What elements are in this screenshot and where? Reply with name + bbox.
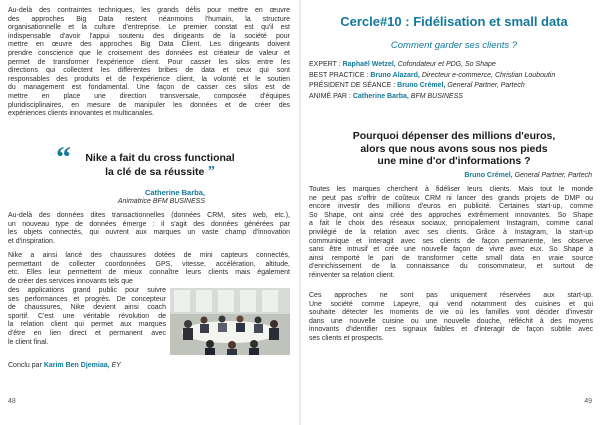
intro-paragraph bbox=[8, 7, 290, 119]
participant-name: Raphaël Wetzel, bbox=[342, 61, 398, 68]
paragraph-nike-continued bbox=[8, 287, 166, 347]
nike-continued-line: de chaussures, Nike devient ainsi coach bbox=[8, 304, 166, 312]
paragraph-so-shape bbox=[309, 186, 593, 281]
intro-line: mettre en place une direction transversale, composée d'équipes bbox=[8, 92, 290, 100]
intro-line: du management est fondamental. Une façon de casser ces silos est de bbox=[8, 84, 290, 92]
participant-row bbox=[309, 71, 594, 82]
participant-row bbox=[309, 92, 594, 103]
so-shape-line: ainsi remporté le pari de transformer cette small data en vraie source bbox=[309, 254, 593, 262]
participant-title: BFM BUSINESS bbox=[410, 92, 463, 100]
article-headline bbox=[319, 130, 589, 168]
lapeyre-line: ses clients et prospects. bbox=[309, 334, 384, 342]
headline-line: une mine d'or d'informations ? bbox=[377, 155, 531, 168]
intro-line: indispensable d'avoir l'appui soutenu des dirigeants de la société pour bbox=[8, 32, 290, 40]
nike-continued-line: sportif. C'est une véritable révolution de bbox=[8, 312, 166, 320]
quote-mark-icon: “ bbox=[56, 141, 71, 174]
nike-line: etc. Elles leur permettent de mieux connaître leurs clients mais également bbox=[8, 269, 290, 277]
connected-data-line: et d'inspiration. bbox=[8, 237, 55, 245]
quote-line-2: la clé de sa réussite ” bbox=[105, 164, 215, 179]
intro-line: organisationnelle et la culture d'entreprise. Le premier constat est qu'il est bbox=[8, 24, 290, 32]
page-number-right: 49 bbox=[584, 398, 592, 405]
intro-line: responsables des produits et de l'expérience client, la volonté et le soutien bbox=[8, 75, 290, 83]
participant-label: EXPERT : bbox=[309, 61, 343, 68]
connected-data-line: les objets connectés, qui ouvrent aux marques un vaste champ d'innovation bbox=[8, 229, 290, 237]
so-shape-line: réinventer sa relation client. bbox=[309, 271, 395, 279]
intro-line: expériences clients innovantes et multicanales. bbox=[8, 110, 154, 118]
intro-line: directions qui collectent les différentes bribes de data et ceux qui sont bbox=[8, 67, 290, 75]
participant-name: Catherine Barba, bbox=[352, 92, 411, 100]
lapeyre-line: innovants d'identifier ces signaux faibles et d'interagir de façon subtile avec bbox=[309, 326, 593, 334]
so-shape-line: ne peut pas s'offrir de coûteux CRM ni lancer des grands projets de DMP ou bbox=[309, 194, 593, 202]
paragraph-nike bbox=[8, 252, 290, 286]
section-title: Cercle#10 : Fidélisation et small data bbox=[340, 14, 568, 29]
participant-label: BEST PRACTICE : bbox=[309, 71, 371, 79]
paragraph-lapeyre bbox=[309, 292, 593, 344]
nike-continued-line: la relation client qui permet aux marques bbox=[8, 321, 166, 329]
participant-label: ANIMÉ PAR : bbox=[309, 92, 353, 100]
left-page bbox=[0, 0, 299, 425]
page-number-left: 48 bbox=[8, 398, 16, 405]
nike-continued-line: des applications grand public pour suivre bbox=[8, 287, 166, 294]
intro-line: permet de transformer l'expérience client. Pour casser les silos entre les bbox=[8, 58, 290, 66]
participants-list bbox=[309, 60, 594, 102]
participant-name: Bruno Crémel, bbox=[397, 82, 448, 90]
intro-line: Au-delà des contraintes techniques, les grands défis pour mettre en œuvre bbox=[8, 7, 290, 14]
participant-title: Cofondateur et PDG, So Shape bbox=[397, 61, 496, 68]
connected-data-line: Au-delà des données dites transactionnelles (données CRM, sites web, etc.), bbox=[8, 212, 290, 219]
nike-line: Nike a ainsi lancé des chaussures dotées de mini capteurs connectés, bbox=[8, 252, 290, 259]
nike-continued-line: d'être en lien direct et permanent avec bbox=[8, 329, 166, 337]
nike-line: permettant de collecter coordonnées GPS, vitesse, accélération, altitude, bbox=[8, 260, 290, 268]
quote-author-role: Animatrice BFM BUSINESS bbox=[117, 198, 205, 205]
right-page bbox=[301, 0, 600, 425]
participant-row bbox=[309, 81, 594, 92]
nike-continued-line: le client final. bbox=[8, 338, 49, 346]
intro-line: pluridisciplinaires, en mesure de manipuler les données et de créer des bbox=[8, 101, 290, 109]
quote-line-1: Nike a fait du cross functional bbox=[85, 152, 235, 164]
so-shape-line: d'enrichissement de la connaissance du consommateur, et surtout de bbox=[309, 263, 593, 271]
lapeyre-line: dans une nouvelle cuisine ou une nouvelle douche, réfléchit à des moyens bbox=[309, 317, 593, 325]
so-shape-line: Toutes les marques cherchent à fidéliser leurs clients. Mais tout le monde bbox=[309, 186, 593, 193]
so-shape-line: So Shape, ont ainsi créé des approches extrêmement innovantes. So Shape bbox=[309, 211, 593, 219]
intro-line: prendre conscience que le croisement des données est créateur de valeur et bbox=[8, 49, 290, 57]
so-shape-line: communique et interagit avec ses clients de façon permanente, les observe bbox=[309, 237, 593, 245]
section-subtitle: Comment garder ses clients ? bbox=[390, 40, 518, 51]
lapeyre-line: Une société comme Lapeyre, qui vend notamment des cuisines et qui bbox=[309, 300, 593, 308]
paragraph-connected-data bbox=[8, 212, 290, 246]
nike-continued-line: ses performances et progrès. De concepteur bbox=[8, 295, 166, 303]
pull-quote bbox=[56, 141, 260, 179]
participant-row bbox=[309, 60, 594, 71]
lapeyre-line: souhaite détecter les moments de vie où les familles vont décider d'investir bbox=[309, 309, 593, 317]
headline-line: alors que nous avons sous nos pieds bbox=[360, 142, 548, 155]
so-shape-line: encore investir des millions d'euros en publicité. Certaines start-up, comme bbox=[309, 203, 593, 211]
headline-line: Pourquoi dépenser des millions d'euros, bbox=[352, 130, 556, 142]
participant-label: PRÉSIDENT DE SÉANCE : bbox=[309, 82, 398, 90]
article-author: Bruno Crémel, General Partner, Partech bbox=[464, 172, 592, 179]
intro-line: des approches Big Data restent néanmoins l'humain, la structure bbox=[8, 15, 290, 23]
participant-title: General Partner, Partech bbox=[447, 82, 525, 90]
conference-photo bbox=[170, 288, 290, 355]
so-shape-line: privilégié de la relation avec ses clients. Grâce à Instagram, la start-up bbox=[309, 228, 593, 236]
quote-author: Catherine Barba, bbox=[144, 188, 205, 197]
so-shape-line: a fait le choix des réseaux sociaux, principalement Instagram, comme canal bbox=[309, 220, 593, 228]
nike-line: de créer des services innovants tels que bbox=[8, 277, 133, 285]
so-shape-line: sans être intrusif et crée une nouvelle façon de vivre avec eux. So Shape a bbox=[309, 246, 593, 254]
intro-line: mettre en œuvre des approches Big Data Client. Les dirigeants doivent bbox=[8, 41, 290, 49]
participant-name: Bruno Alazard, bbox=[370, 71, 422, 79]
connected-data-line: un nouveau type de données émerge : il s'agit des données générées par bbox=[8, 220, 290, 228]
participant-title: Directeur e-commerce, Christian Louboutin bbox=[421, 71, 556, 79]
lapeyre-line: Ces approches ne sont pas uniquement réservées aux start-up. bbox=[309, 292, 593, 299]
conclusion-credit: Conclu par Karim Ben Djemiaa, EY bbox=[8, 362, 121, 369]
